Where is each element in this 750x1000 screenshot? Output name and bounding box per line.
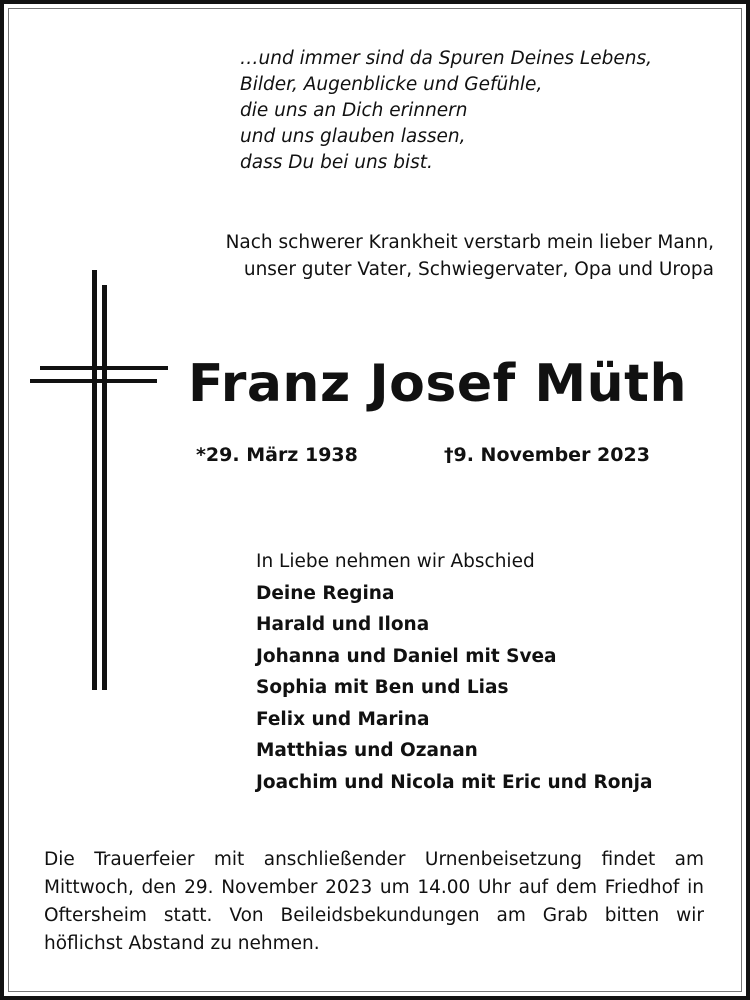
poem-line: und uns glauben lassen, — [240, 126, 466, 147]
poem — [240, 46, 652, 176]
intro-line: unser guter Vater, Schwiegervater, Opa und Uropa — [243, 259, 714, 280]
family-list — [256, 546, 652, 798]
family-member: Joachim und Nicola mit Eric und Ronja — [256, 771, 653, 793]
family-heading: In Liebe nehmen wir Abschied — [256, 551, 535, 572]
deceased-name: Franz Josef Müth — [188, 354, 687, 414]
family-member: Harald und Ilona — [256, 614, 430, 635]
poem-line: Bilder, Augenblicke und Gefühle, — [240, 74, 543, 95]
death-date: †9. November 2023 — [444, 444, 650, 466]
family-member: Sophia mit Ben und Lias — [256, 677, 509, 698]
intro-line: Nach schwerer Krankheit verstarb mein lieber Mann, — [225, 232, 714, 253]
poem-line: dass Du bei uns bist. — [240, 152, 433, 173]
family-member: Johanna und Daniel mit Svea — [256, 645, 557, 667]
poem-line: die uns an Dich erinnern — [240, 100, 468, 121]
family-member: Felix und Marina — [256, 708, 430, 730]
family-member: Matthias und Ozanan — [256, 740, 478, 761]
poem-line: …und immer sind da Spuren Deines Lebens, — [240, 48, 652, 69]
intro — [226, 229, 714, 283]
family-member: Deine Regina — [256, 582, 395, 604]
funeral-notice: Die Trauerfeier mit anschließender Urnenbeisetzung findet am Mittwoch, den 29. November 2023 um 14.00 Uhr auf dem Friedhof in Oftersheim statt. Von Beileidsbekundungen am Grab bitten wir höflichst Abstand zu nehmen. — [44, 849, 704, 954]
birth-date: *29. März 1938 — [196, 444, 358, 466]
